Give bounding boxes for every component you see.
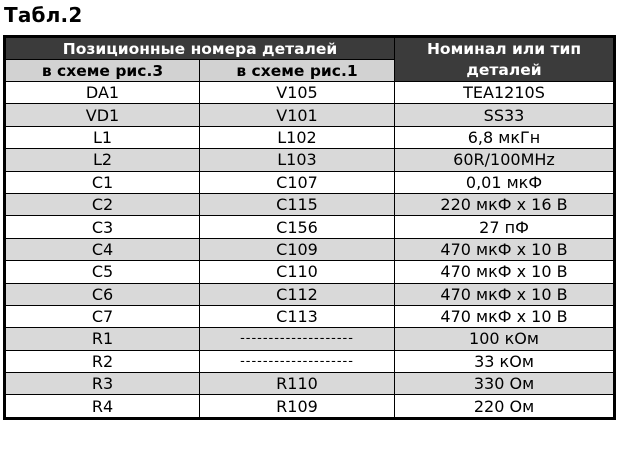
cell-value: 6,8 мкГн <box>395 126 615 148</box>
table-row <box>5 216 615 238</box>
table-row <box>5 305 615 327</box>
cell-fig1-empty-dashes: -------------------- <box>200 328 395 350</box>
table-row <box>5 373 615 395</box>
cell-value: 330 Ом <box>395 373 615 395</box>
header-scheme-fig1: в схеме рис.1 <box>200 60 395 82</box>
header-position-numbers: Позиционные номера деталей <box>5 37 395 60</box>
cell-value: 470 мкФ х 10 В <box>395 261 615 283</box>
cell-fig3: C3 <box>5 216 200 238</box>
cell-fig1: C112 <box>200 283 395 305</box>
cell-fig3: DA1 <box>5 82 200 104</box>
cell-fig1-empty-dashes: -------------------- <box>200 350 395 372</box>
cell-fig1: V101 <box>200 104 395 126</box>
cell-fig1: L103 <box>200 149 395 171</box>
table-row <box>5 193 615 215</box>
cell-fig3: L1 <box>5 126 200 148</box>
header-value-type-label: Номинал или тип деталей <box>426 39 582 79</box>
cell-fig3: R2 <box>5 350 200 372</box>
table-row <box>5 171 615 193</box>
cell-fig1: C107 <box>200 171 395 193</box>
cell-value: 470 мкФ х 10 В <box>395 238 615 260</box>
cell-fig3: R1 <box>5 328 200 350</box>
cell-fig3: C1 <box>5 171 200 193</box>
cell-value: 470 мкФ х 10 В <box>395 283 615 305</box>
cell-value: 0,01 мкФ <box>395 171 615 193</box>
table-row <box>5 283 615 305</box>
cell-fig1: V105 <box>200 82 395 104</box>
table-row <box>5 104 615 126</box>
cell-fig1: C109 <box>200 238 395 260</box>
table-row <box>5 82 615 104</box>
table-row <box>5 395 615 418</box>
table-title: Табл.2 <box>4 3 83 27</box>
table-row <box>5 328 615 350</box>
table-row <box>5 149 615 171</box>
cell-value: TEA1210S <box>395 82 615 104</box>
cell-value: 470 мкФ х 10 В <box>395 305 615 327</box>
cell-value: 60R/100MHz <box>395 149 615 171</box>
cell-fig3: C6 <box>5 283 200 305</box>
cell-value: SS33 <box>395 104 615 126</box>
cell-fig1: R110 <box>200 373 395 395</box>
cell-fig1: L102 <box>200 126 395 148</box>
table-row <box>5 126 615 148</box>
header-value-type <box>395 37 615 82</box>
cell-fig1: C110 <box>200 261 395 283</box>
cell-fig3: C4 <box>5 238 200 260</box>
cell-fig3: R3 <box>5 373 200 395</box>
parts-table <box>3 35 616 420</box>
cell-fig1: C115 <box>200 193 395 215</box>
cell-value: 27 пФ <box>395 216 615 238</box>
table-row <box>5 261 615 283</box>
cell-fig1: C156 <box>200 216 395 238</box>
header-scheme-fig3: в схеме рис.3 <box>5 60 200 82</box>
cell-value: 220 мкФ х 16 В <box>395 193 615 215</box>
cell-fig3: VD1 <box>5 104 200 126</box>
cell-fig1: R109 <box>200 395 395 418</box>
cell-fig3: C7 <box>5 305 200 327</box>
cell-fig3: R4 <box>5 395 200 418</box>
cell-fig3: C2 <box>5 193 200 215</box>
cell-fig1: C113 <box>200 305 395 327</box>
cell-fig3: L2 <box>5 149 200 171</box>
table-row <box>5 238 615 260</box>
table-row <box>5 350 615 372</box>
cell-value: 100 кОм <box>395 328 615 350</box>
cell-fig3: C5 <box>5 261 200 283</box>
cell-value: 33 кОм <box>395 350 615 372</box>
cell-value: 220 Ом <box>395 395 615 418</box>
